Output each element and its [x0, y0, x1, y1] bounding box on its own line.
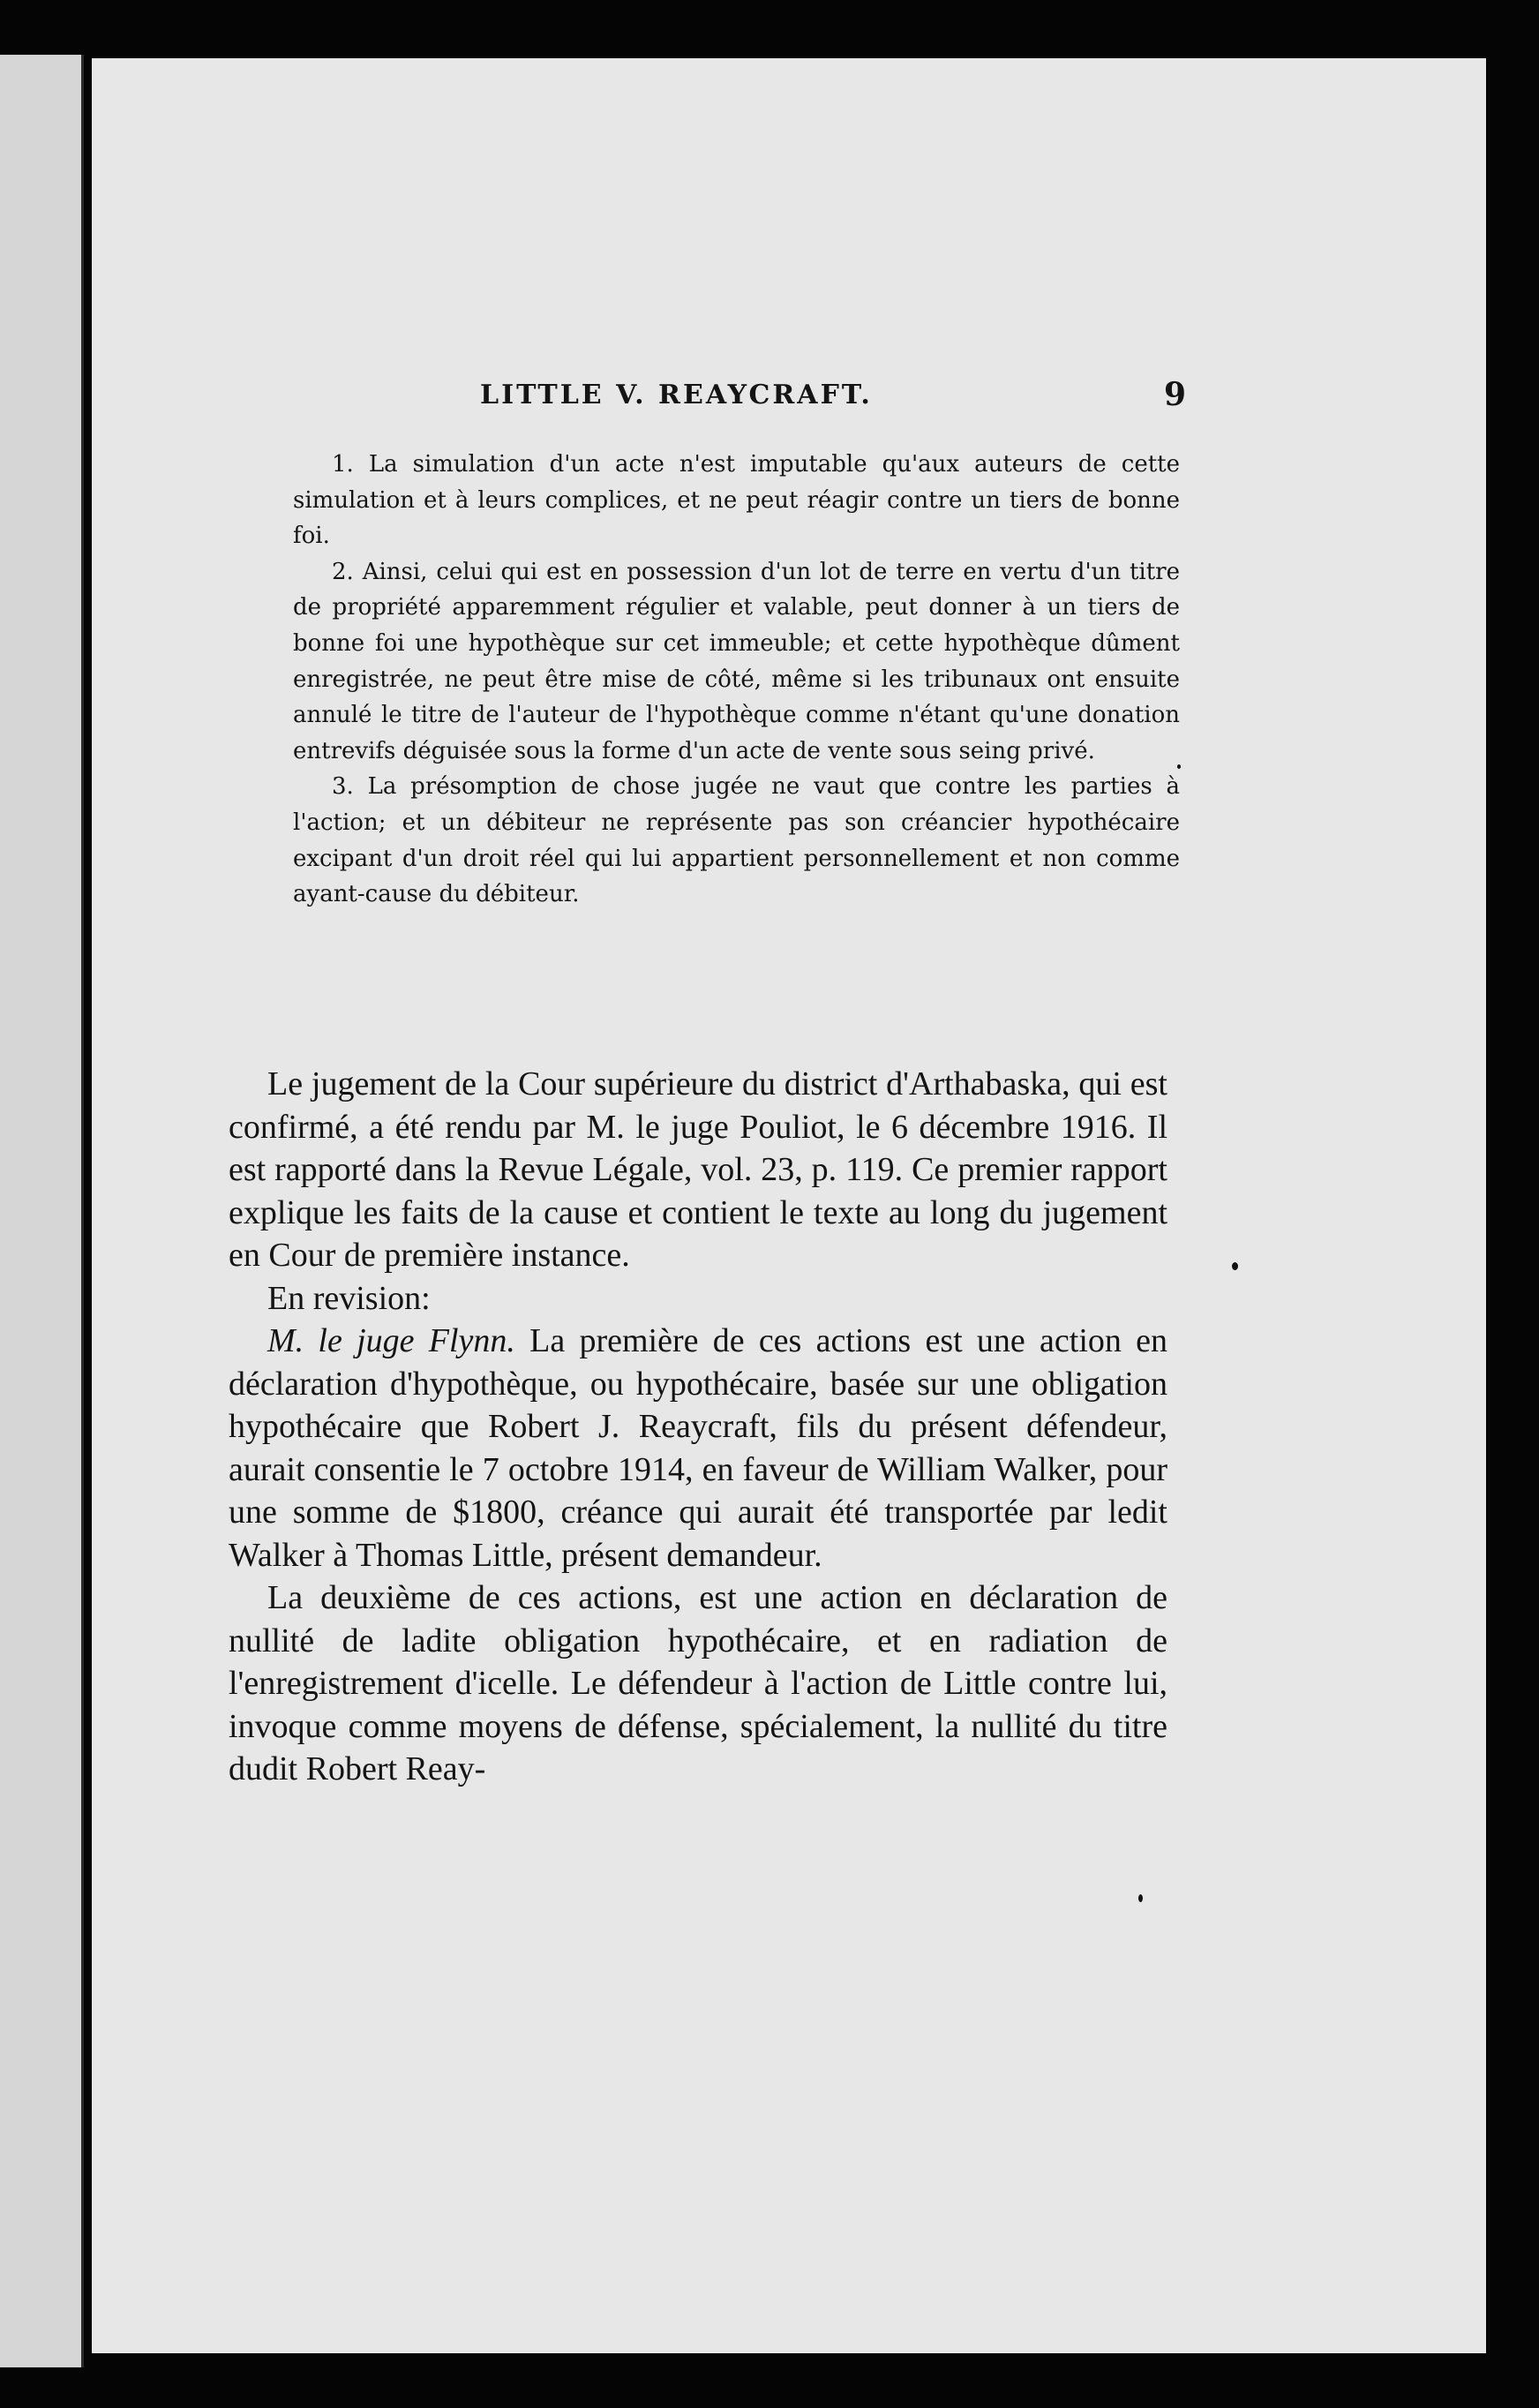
headnote — [293, 447, 1180, 913]
book-page — [92, 58, 1486, 2353]
headnote-item: 3. La présomption de chose jugée ne vaut que contre les parties à l'action; et un débiteur ne représente pas son créancier hypothécaire excipant d'un droit réel qui lui appartient personnellement et non comme ayant-cause du débiteur. — [293, 773, 1180, 908]
scan-speck — [1177, 764, 1181, 769]
body-paragraph-text: La première de ces actions est une action en déclaration d'hypothèque, ou hypothécaire, basée sur une obligation hypothécaire que Robert J. Reaycraft, fils du présent défendeur, aurait consentie le 7 octobre 1914, en faveur de William Walker, pour une somme de $1800, créance qui aurait été transportée par ledit Walker à Thomas Little, présent demandeur. — [229, 1322, 1167, 1574]
body-paragraph: Le jugement de la Cour supérieure du district d'Arthabaska, qui est confirmé, a été rendu par M. le juge Pouliot, le 6 décembre 1916. Il est rapporté dans la Revue Légale, vol. 23, p. 119. Ce premier rapport explique les faits de la cause et contient le texte au long du jugement en Cour de première instance. — [229, 1065, 1167, 1274]
page-header — [480, 376, 1186, 424]
scan-speck — [1232, 1262, 1238, 1270]
headnote-item: 1. La simulation d'un acte n'est imputable qu'aux auteurs de cette simulation et à leurs complices, et ne peut réagir contre un tiers de bonne foi. — [293, 451, 1180, 550]
headnote-item: 2. Ainsi, celui qui est en possession d'un lot de terre en vertu d'un titre de propriété apparemment régulier et valable, peut donner à un tiers de bonne foi une hypothèque sur cet immeuble; et cette hypothèque dûment enregistrée, ne peut être mise de côté, même si les tribunaux ont ensuite annulé le titre de l'auteur de l'hypothèque comme n'étant qu'une donation entrevifs déguisée sous la forme d'un acte de vente sous seing privé. — [293, 558, 1180, 764]
body-paragraph: La deuxième de ces actions, est une action en déclaration de nullité de ladite obligation hypothécaire, et en radiation de l'enregistrement d'icelle. Le défendeur à l'action de Little contre lui, invoque comme moyens de défense, spécialement, la nullité du titre dudit Robert Reay- — [229, 1579, 1167, 1787]
page-number: 9 — [1163, 376, 1186, 413]
facing-page-edge — [0, 55, 84, 2367]
judge-name: M. le juge Flynn. — [267, 1322, 515, 1359]
body-paragraph — [229, 1320, 1167, 1576]
scan-speck — [1138, 1894, 1143, 1902]
body-paragraph: En revision: — [267, 1279, 431, 1317]
body-text — [229, 1063, 1167, 1791]
running-head: LITTLE V. REAYCRAFT. — [480, 380, 873, 410]
